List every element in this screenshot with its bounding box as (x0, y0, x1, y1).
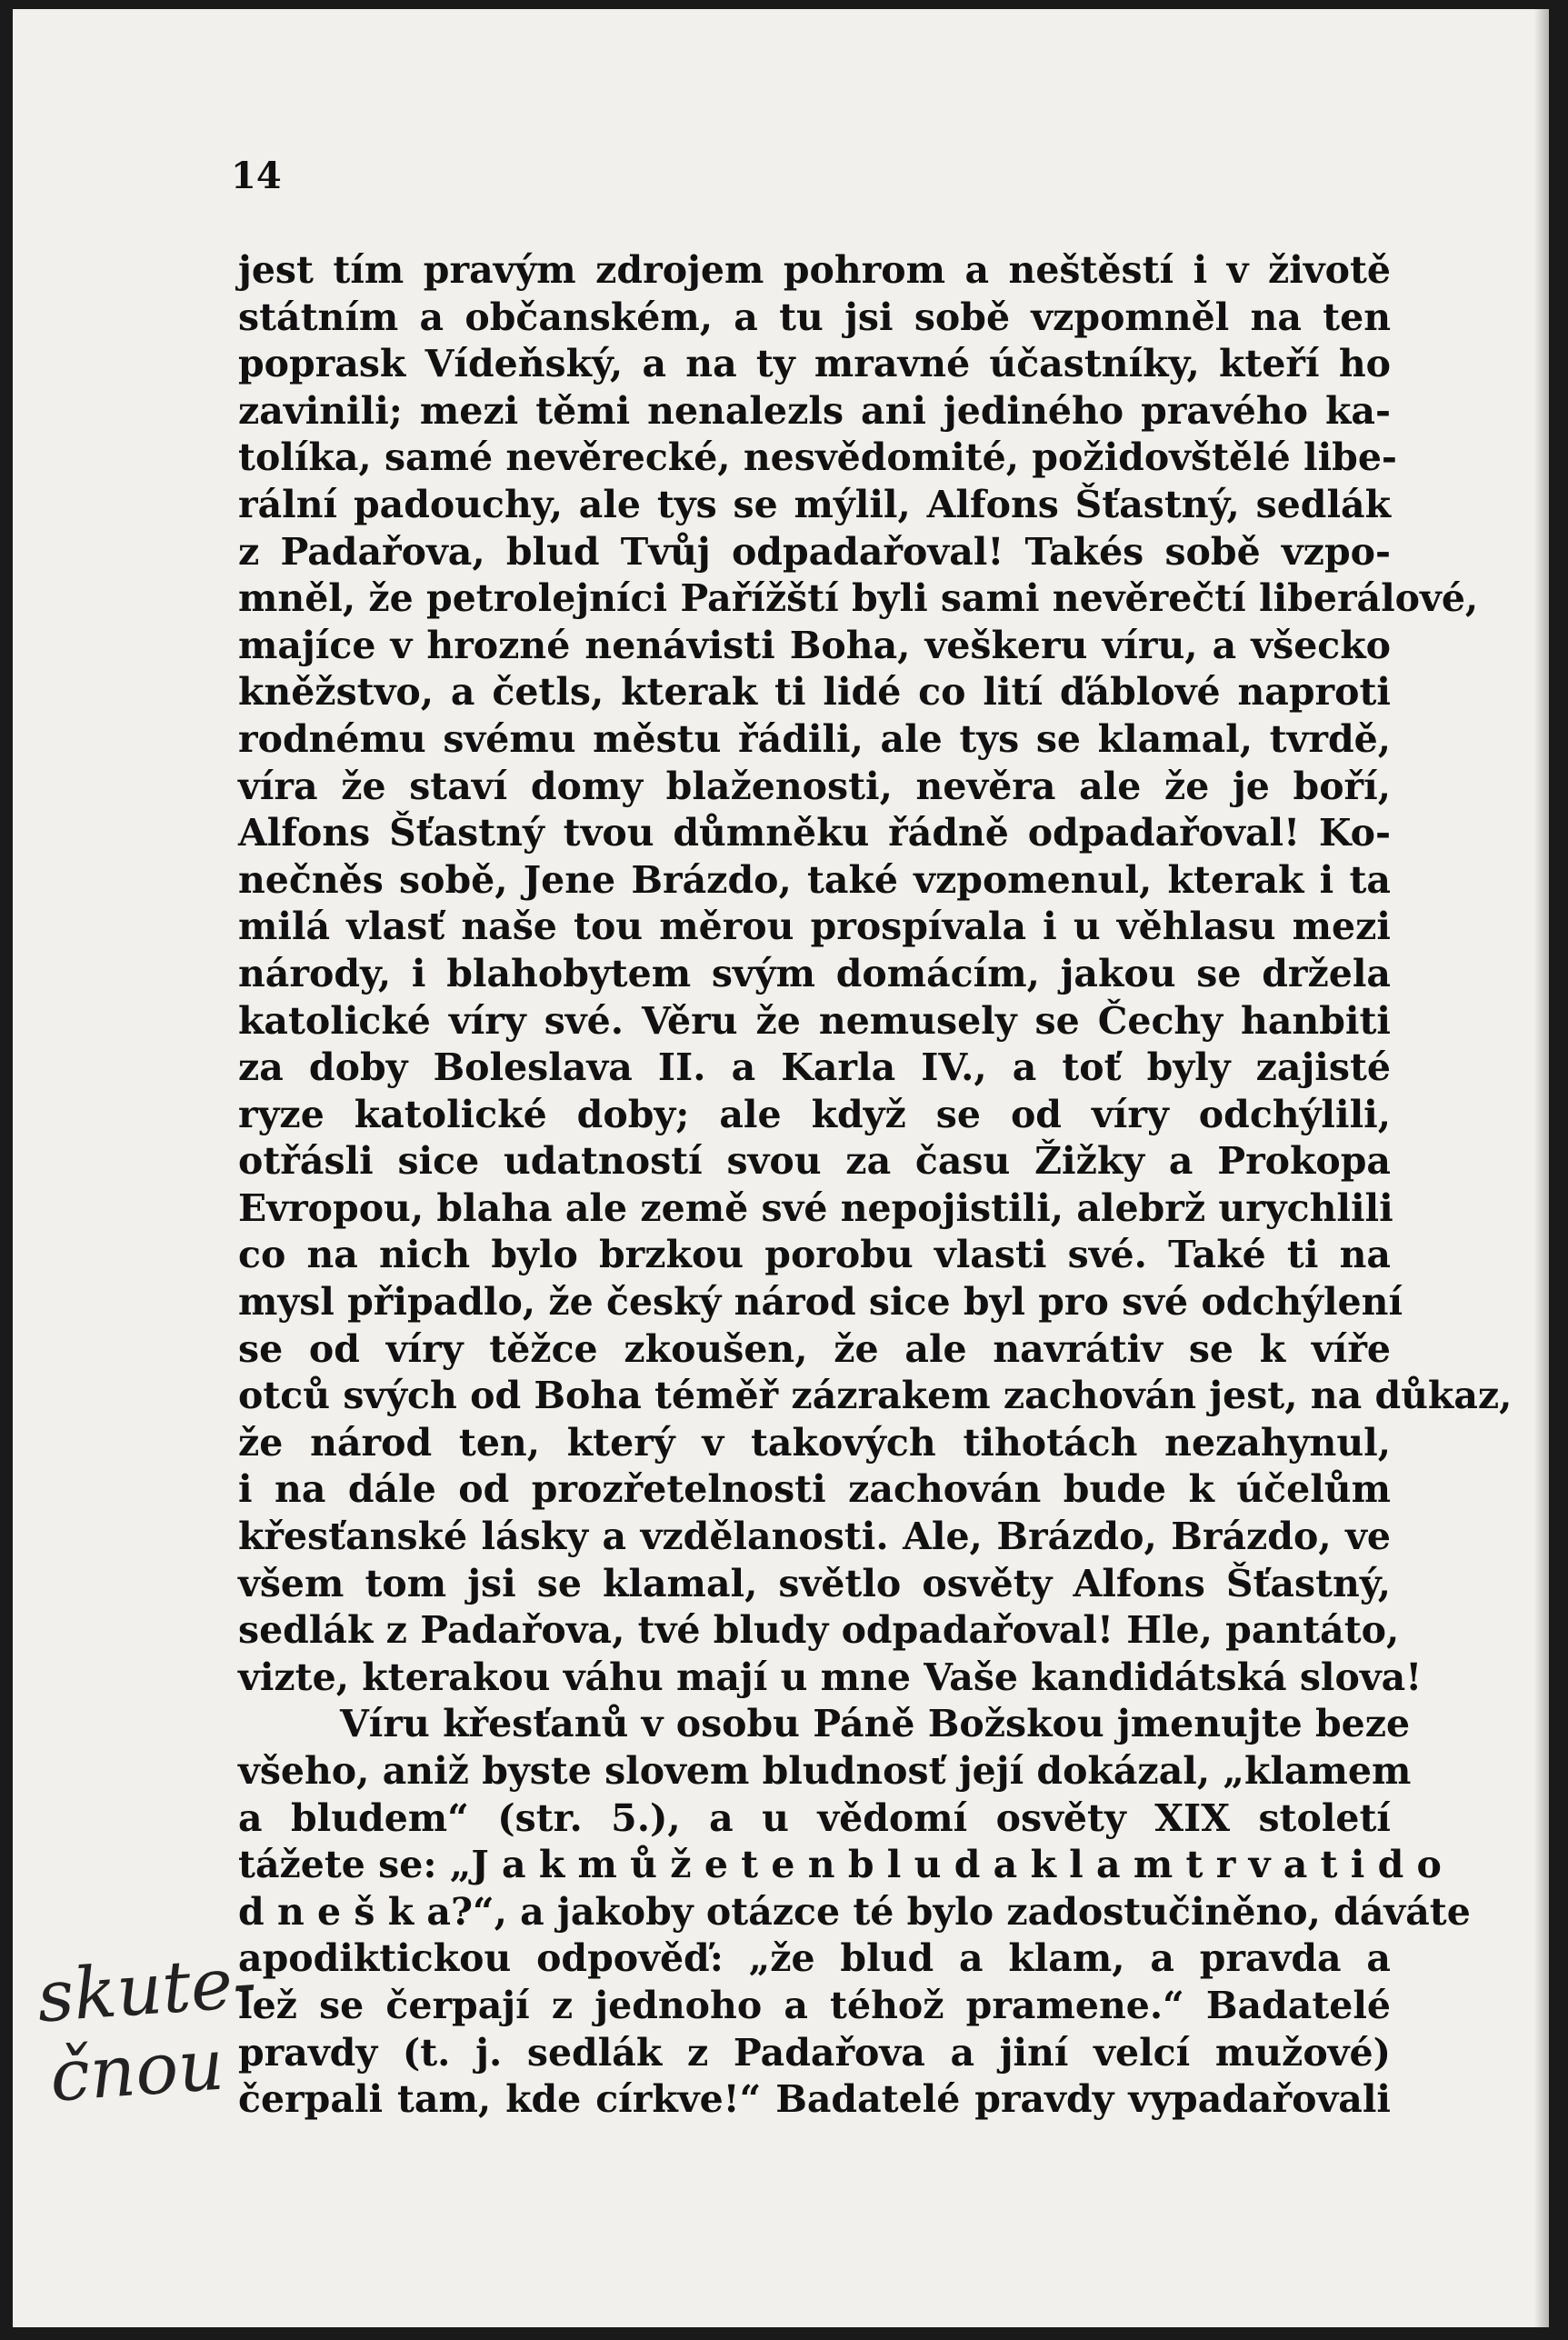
text-line: z Padařova, blud Tvůj odpadařoval! Takés sobě vzpo- (238, 529, 1391, 574)
text-line: co na nich bylo brzkou porobu vlasti své. Také ti na (238, 1233, 1391, 1277)
page-edge-shadow (1534, 9, 1549, 2327)
text-line: všeho, aniž byste slovem bludnosť její dokázal, „klamem (238, 1749, 1412, 1793)
handwritten-margin-note (35, 1943, 265, 2117)
text-line: víra že staví domy blaženosti, nevěra ale že je boří, (238, 764, 1391, 808)
text-line: vizte, kterakou váhu mají u mne Vaše kandidátská slova! (238, 1655, 1423, 1699)
text-line: poprask Vídeňský, a na ty mravné účastníky, kteří ho (238, 342, 1391, 386)
text-line: zavinili; mezi těmi nenalezls ani jediného pravého ka- (238, 388, 1391, 433)
text-line: mysl připadlo, že český národ sice byl pro své odchýlení (238, 1280, 1403, 1325)
text-line: tážete se: „J a k m ů ž e t e n b l u d a k l a m t r v a t i d o (238, 1843, 1442, 1887)
text-line: pravdy (t. j. sedlák z Padařova a jiní velcí mužové) (238, 2030, 1391, 2075)
text-line: všem tom jsi se klamal, světlo osvěty Alfons Šťastný, (238, 1561, 1391, 1605)
text-line: Evropou, blaha ale země své nepojistili, alebrž urychlili (238, 1185, 1393, 1230)
text-line: nečněs sobě, Jene Brázdo, také vzpomenul, kterak i ta (238, 857, 1391, 902)
text-line: za doby Boleslava II. a Karla IV., a toť byly zajisté (238, 1045, 1391, 1090)
text-line: d n e š k a?“, a jakoby otázce té bylo zadostučiněno, dáváte (238, 1889, 1471, 1934)
text-line: Víru křesťanů v osobu Páně Božskou jmenujte beze (340, 1702, 1411, 1746)
handwritten-note-line: skute- (35, 1941, 260, 2039)
text-line: jest tím pravým zdrojem pohrom a neštěstí i v životě (238, 248, 1391, 292)
text-line: sedlák z Padařova, tvé bludy odpadařoval! Hle, pantáto, (238, 1608, 1400, 1653)
text-line: ryze katolické doby; ale když se od víry odchýlili, (238, 1092, 1391, 1136)
page-number: 14 (231, 155, 282, 197)
text-line: se od víry těžce zkoušen, že ale navrátiv se k víře (238, 1326, 1391, 1371)
text-line: apodiktickou odpověď: „že blud a klam, a pravda a (238, 1936, 1391, 1981)
text-line: rodnému svému městu řádili, ale tys se klamal, tvrdě, (238, 716, 1391, 761)
text-line: milá vlasť naše tou měrou prospívala i u věhlasu mezi (238, 905, 1391, 949)
scanned-page (13, 9, 1549, 2327)
text-line: tolíka, samé nevěrecké, nesvědomité, požidovštělé libe- (238, 435, 1397, 480)
body-text (238, 247, 1513, 2124)
text-line: státním a občanském, a tu jsi sobě vzpomněl na ten (238, 295, 1391, 339)
text-line: Alfons Šťastný tvou důmněku řádně odpadařoval! Ko- (238, 811, 1391, 855)
text-line: národy, i blahobytem svým domácím, jakou se držela (238, 951, 1391, 995)
text-line: otřásli sice udatností svou za času Žižky a Prokopa (238, 1139, 1391, 1184)
text-line: mněl, že petrolejníci Pařížští byli sami nevěrečtí liberálové, (238, 576, 1479, 621)
text-line: katolické víry své. Věru že nemusely se Čechy hanbiti (238, 998, 1391, 1043)
text-line: že národ ten, který v takových tihotách nezahynul, (238, 1420, 1391, 1465)
text-line: i na dále od prozřetelnosti zachován bude k účelům (238, 1467, 1391, 1512)
text-line: čerpali tam, kde církve!“ Badatelé pravdy vypadařovali (238, 2077, 1391, 2122)
handwritten-note-line: čnou (47, 2024, 227, 2118)
text-line: a bludem“ (str. 5.), a u vědomí osvěty XIX století (238, 1795, 1391, 1840)
text-line: křesťanské lásky a vzdělanosti. Ale, Brázdo, Brázdo, ve (238, 1515, 1391, 1559)
text-line: otců svých od Boha téměř zázrakem zachován jest, na důkaz, (238, 1374, 1513, 1418)
text-line: lež se čerpají z jednoho a téhož pramene.“ Badatelé (238, 1983, 1391, 2027)
text-line: kněžstvo, a četls, kterak ti lidé co lití ďáblové naproti (238, 670, 1391, 715)
text-line: majíce v hrozné nenávisti Boha, veškeru víru, a všecko (238, 623, 1391, 667)
text-line: rální padouchy, ale tys se mýlil, Alfons Šťastný, sedlák (238, 482, 1391, 526)
